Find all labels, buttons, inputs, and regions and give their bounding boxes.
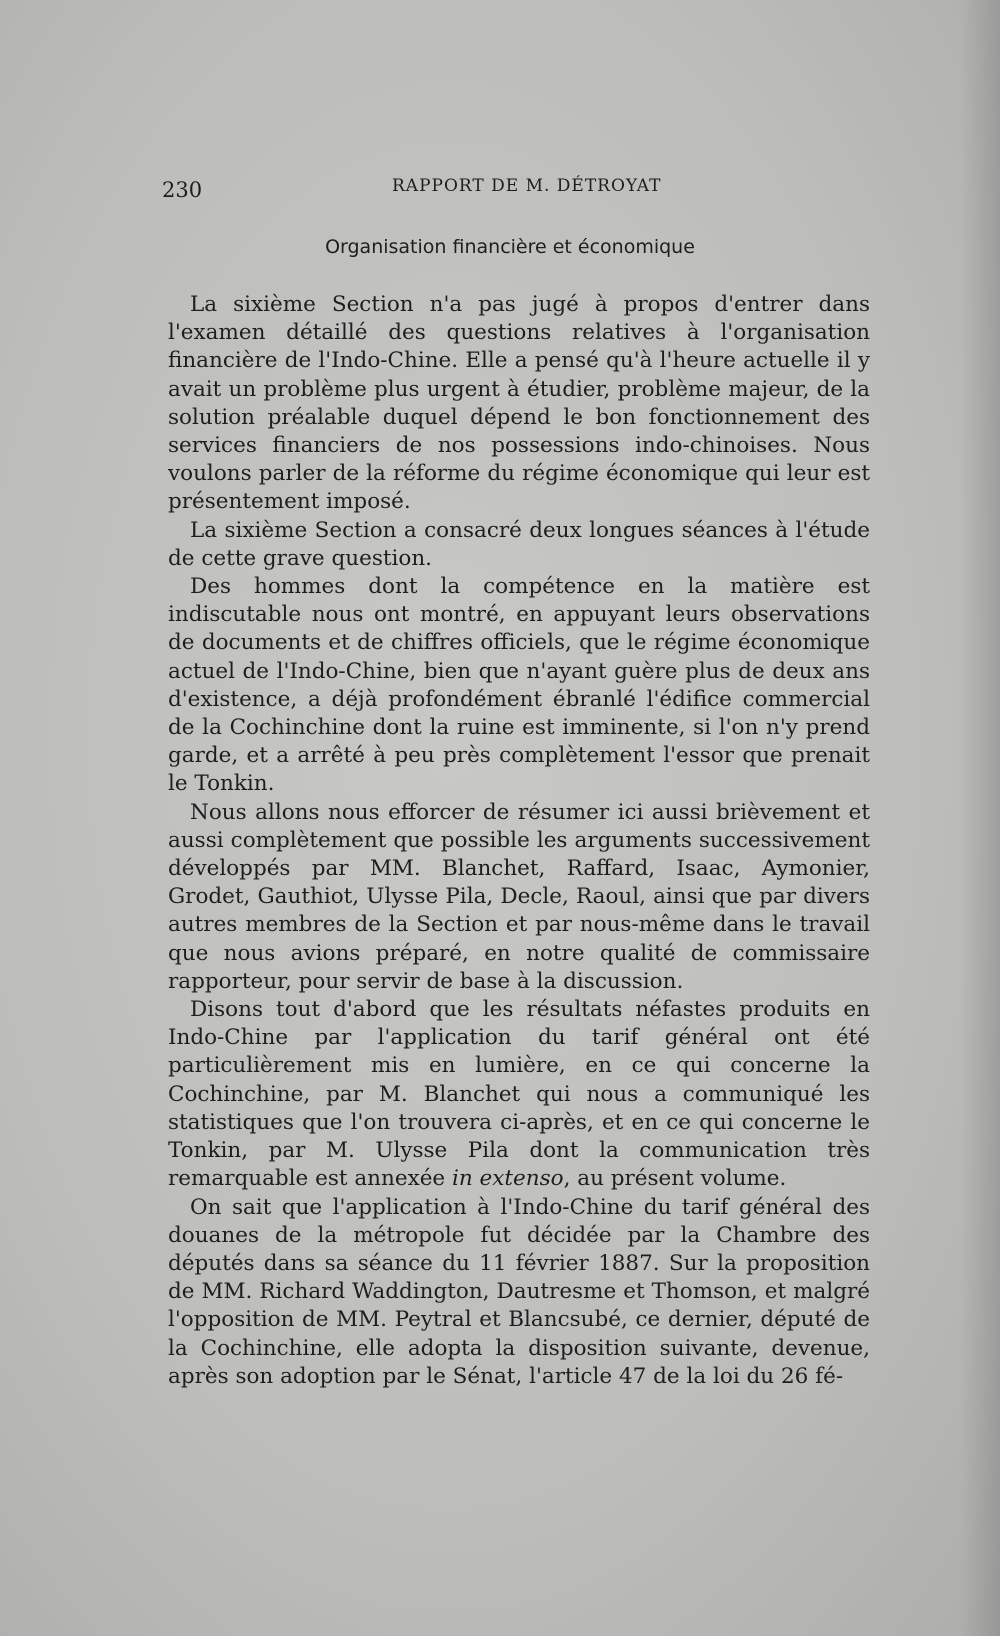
page-header xyxy=(162,176,862,206)
paragraph: Des hommes dont la compétence en la matière est indiscutable nous ont montré, en appuyant leurs observations de documents et de chiffres officiels, que le régime économique actuel de l'Indo-Chine, bien que n'ayant guère plus de deux ans d'existence, a déjà profondément ébranlé l'édifice commercial de la Cochinchine dont la ruine est imminente, si l'on n'y prend garde, et a arrêté à peu près complètement l'essor que prenait le Tonkin. xyxy=(168,574,870,797)
paragraph: Nous allons nous efforcer de résumer ici aussi brièvement et aussi complètement que possible les arguments successivement développés par MM. Blanchet, Raffard, Isaac, Aymonier, Grodet, Gauthiot, Ulysse Pila, Decle, Raoul, ainsi que par divers autres membres de la Section et par nous-même dans le travail que nous avions préparé, en notre qualité de commissaire rapporteur, pour servir de base à la discussion. xyxy=(168,799,870,994)
paragraph: La sixième Section n'a pas jugé à propos d'entrer dans l'examen détaillé des questions relatives à l'organisation financière de l'Indo-Chine. Elle a pensé qu'à l'heure actuelle il y avait un problème plus urgent à étudier, problème majeur, de la solution préalable duquel dépend le bon fonctionnement des services financiers de nos possessions indo-chinoises. Nous voulons parler de la réforme du régime économique qui leur est présentement imposé. xyxy=(168,292,870,515)
paragraph-text: , au présent volume. xyxy=(563,1166,787,1192)
running-title: RAPPORT DE M. DÉTROYAT xyxy=(392,176,662,196)
paragraph: La sixième Section a consacré deux longues séances à l'étude de cette grave question. xyxy=(168,517,870,571)
paragraph xyxy=(168,996,870,1193)
paragraph-text: Disons tout d'abord que les résultats néfastes produits en Indo-Chine par l'application du tarif général ont été particulièrement mis en lumière, en ce qui concerne la Cochinchine, par M. Blanchet qui nous a communiqué les statistiques que l'on trouvera ci-après, et en ce qui concerne le Tonkin, par M. Ulysse Pila dont la communication très remarquable est annexée xyxy=(168,997,870,1192)
body-text xyxy=(168,291,870,1391)
paragraph: On sait que l'application à l'Indo-Chine du tarif général des douanes de la métropole fut décidée par la Chambre des députés dans sa séance du 11 février 1887. Sur la proposition de MM. Richard Waddington, Dautresme et Thomson, et malgré l'opposition de MM. Peytral et Blancsubé, ce dernier, député de la Cochinchine, elle adopta la disposition suivante, devenue, après son adoption par le Sénat, l'article 47 de la loi du 26 fé- xyxy=(168,1194,870,1389)
italic-phrase: in extenso xyxy=(451,1166,564,1192)
section-title: Organisation financière et économique xyxy=(325,236,695,258)
page-number: 230 xyxy=(162,178,203,202)
